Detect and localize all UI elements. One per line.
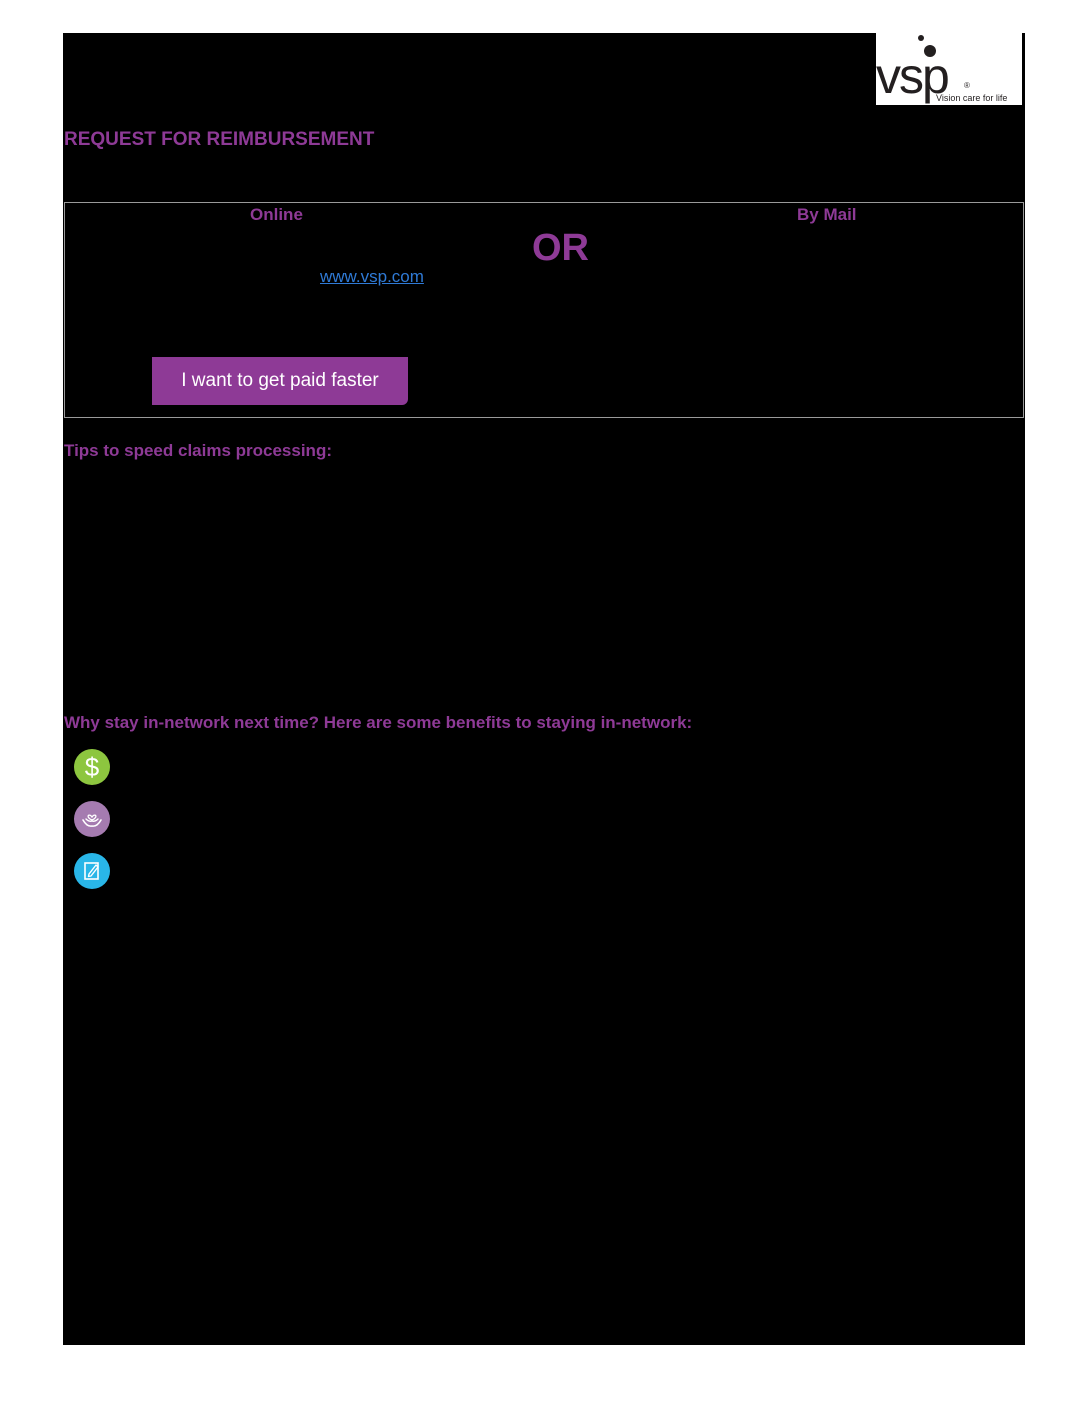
online-option-heading: Online	[250, 205, 303, 224]
care-icon	[74, 801, 110, 837]
vsp-logo	[876, 33, 1022, 105]
tips-heading: Tips to speed claims processing:	[64, 441, 332, 460]
page-title: REQUEST FOR REIMBURSEMENT	[64, 129, 375, 150]
vsp-website-link[interactable]: www.vsp.com	[320, 267, 424, 286]
dollar-glyph: $	[84, 752, 100, 782]
submission-options-box	[64, 202, 1024, 418]
logo-tagline: Vision care for life	[936, 93, 1008, 103]
form-pencil-glyph	[74, 853, 110, 889]
document-page	[63, 33, 1025, 1345]
care-hands-glyph	[74, 801, 110, 837]
get-paid-faster-button[interactable]: I want to get paid faster	[152, 357, 408, 405]
logo-dot-small	[918, 35, 924, 41]
form-icon	[74, 853, 110, 889]
or-divider-label: OR	[532, 227, 589, 269]
dollar-icon	[74, 749, 110, 785]
logo-wordmark: vsp	[876, 48, 948, 104]
benefits-heading: Why stay in-network next time? Here are some benefits to staying in-network:	[64, 713, 693, 732]
mail-option-heading: By Mail	[797, 205, 857, 224]
logo-registered-mark: ®	[964, 81, 970, 90]
